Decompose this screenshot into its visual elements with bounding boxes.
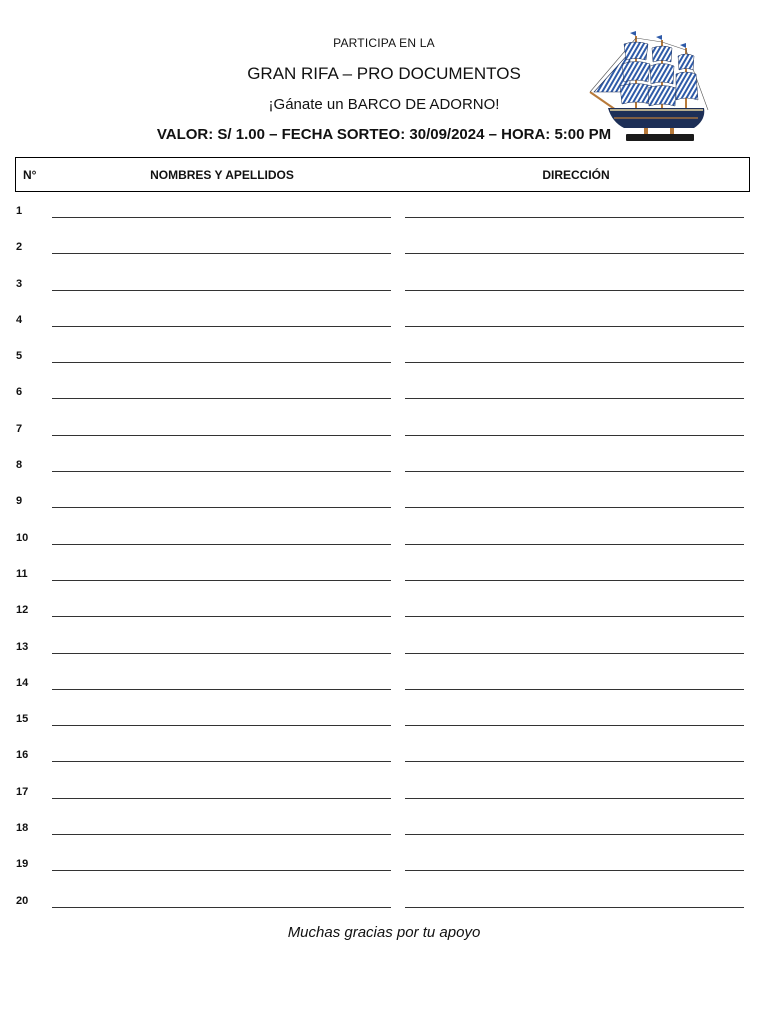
address-blank-line[interactable] — [405, 507, 744, 508]
pre-title: PARTICIPA EN LA — [333, 36, 435, 50]
address-blank-line[interactable] — [405, 653, 744, 654]
table-row — [0, 448, 768, 484]
row-number: 5 — [16, 350, 23, 363]
row-number: 10 — [16, 531, 29, 544]
table-row — [0, 593, 768, 629]
address-blank-line[interactable] — [405, 870, 744, 871]
name-blank-line[interactable] — [52, 725, 391, 726]
table-row — [0, 412, 768, 448]
address-blank-line[interactable] — [405, 761, 744, 762]
address-blank-line[interactable] — [405, 217, 744, 218]
row-number: 17 — [16, 785, 29, 798]
table-row — [0, 811, 768, 847]
name-blank-line[interactable] — [52, 471, 391, 472]
name-blank-line[interactable] — [52, 326, 391, 327]
table-row — [0, 557, 768, 593]
row-number: 8 — [16, 459, 23, 472]
name-blank-line[interactable] — [52, 870, 391, 871]
page-title: GRAN RIFA – PRO DOCUMENTOS — [247, 64, 521, 83]
row-number: 1 — [16, 205, 23, 217]
table-row — [0, 884, 768, 920]
address-blank-line[interactable] — [405, 580, 744, 581]
row-number: 6 — [16, 386, 23, 399]
table-row — [0, 847, 768, 883]
sailing-ship-icon — [586, 30, 712, 146]
subtitle: ¡Gánate un BARCO DE ADORNO! — [268, 96, 500, 113]
name-blank-line[interactable] — [52, 435, 391, 436]
name-blank-line[interactable] — [52, 798, 391, 799]
row-number: 19 — [16, 858, 29, 871]
table-row — [0, 484, 768, 520]
address-blank-line[interactable] — [405, 798, 744, 799]
row-number: 20 — [16, 894, 29, 907]
table-row — [0, 521, 768, 557]
table-row — [0, 194, 768, 230]
name-blank-line[interactable] — [52, 290, 391, 291]
table-row — [0, 666, 768, 702]
name-blank-line[interactable] — [52, 398, 391, 399]
address-blank-line[interactable] — [405, 290, 744, 291]
table-row — [0, 702, 768, 738]
row-number: 14 — [16, 676, 29, 689]
address-blank-line[interactable] — [405, 689, 744, 690]
row-number: 11 — [16, 567, 28, 580]
name-blank-line[interactable] — [52, 544, 391, 545]
name-blank-line[interactable] — [52, 507, 391, 508]
column-address-header: DIRECCIÓN — [542, 168, 610, 182]
row-number: 2 — [16, 241, 23, 254]
name-blank-line[interactable] — [52, 616, 391, 617]
address-blank-line[interactable] — [405, 362, 744, 363]
row-number: 7 — [16, 422, 23, 435]
table-row — [0, 303, 768, 339]
name-blank-line[interactable] — [52, 761, 391, 762]
address-blank-line[interactable] — [405, 435, 744, 436]
entry-rows — [0, 194, 768, 920]
name-blank-line[interactable] — [52, 362, 391, 363]
row-number: 18 — [16, 822, 29, 835]
name-blank-line[interactable] — [52, 907, 391, 908]
address-blank-line[interactable] — [405, 725, 744, 726]
table-row — [0, 339, 768, 375]
address-blank-line[interactable] — [405, 907, 744, 908]
address-blank-line[interactable] — [405, 398, 744, 399]
name-blank-line[interactable] — [52, 689, 391, 690]
address-blank-line[interactable] — [405, 326, 744, 327]
table-row — [0, 267, 768, 303]
name-blank-line[interactable] — [52, 580, 391, 581]
address-blank-line[interactable] — [405, 253, 744, 254]
row-number: 13 — [16, 640, 29, 653]
address-blank-line[interactable] — [405, 616, 744, 617]
column-name-header: NOMBRES Y APELLIDOS — [150, 168, 294, 182]
thanks-footer: Muchas gracias por tu apoyo — [287, 924, 481, 941]
table-row — [0, 738, 768, 774]
table-header — [15, 157, 750, 192]
table-row — [0, 230, 768, 266]
row-number: 15 — [16, 713, 29, 726]
raffle-info: VALOR: S/ 1.00 – FECHA SORTEO: 30/09/2024 – HORA: 5:00 PM — [156, 126, 612, 143]
table-row — [0, 775, 768, 811]
row-number: 4 — [16, 313, 23, 326]
row-number: 12 — [16, 604, 29, 617]
name-blank-line[interactable] — [52, 253, 391, 254]
name-blank-line[interactable] — [52, 653, 391, 654]
address-blank-line[interactable] — [405, 544, 744, 545]
table-row — [0, 375, 768, 411]
address-blank-line[interactable] — [405, 834, 744, 835]
name-blank-line[interactable] — [52, 217, 391, 218]
row-number: 16 — [16, 749, 29, 762]
row-number: 9 — [16, 495, 23, 508]
address-blank-line[interactable] — [405, 471, 744, 472]
name-blank-line[interactable] — [52, 834, 391, 835]
column-number-header: N° — [23, 168, 37, 182]
table-row — [0, 630, 768, 666]
row-number: 3 — [16, 277, 23, 290]
